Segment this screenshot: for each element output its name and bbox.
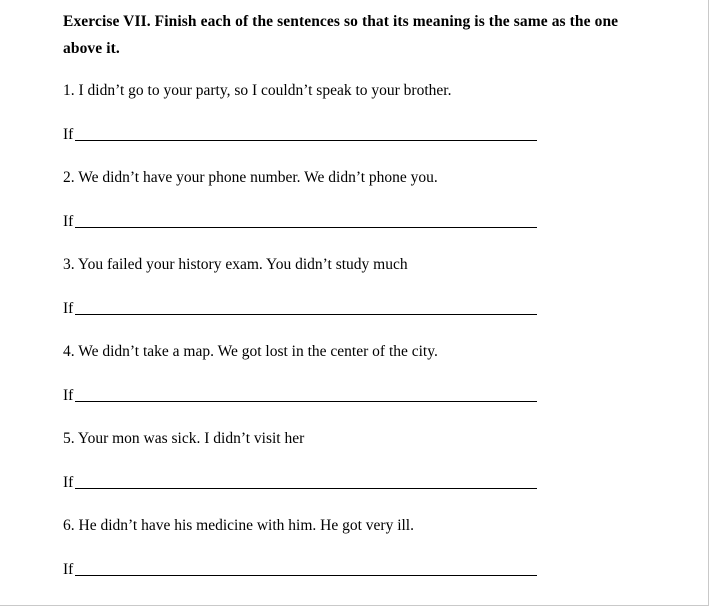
question-5: 5. Your mon was sick. I didn’t visit her [63,430,305,447]
answer-blank-2[interactable] [75,227,537,228]
answer-prompt-1: If [63,126,74,143]
answer-blank-3[interactable] [75,314,537,315]
answer-row-5 [63,473,543,493]
question-4: 4. We didn’t take a map. We got lost in the center of the city. [63,343,438,360]
question-2: 2. We didn’t have your phone number. We didn’t phone you. [63,169,438,186]
answer-blank-5[interactable] [75,488,537,489]
answer-prompt-3: If [63,300,74,317]
answer-blank-4[interactable] [75,401,537,402]
answer-prompt-6: If [63,561,74,578]
answer-blank-1[interactable] [75,140,537,141]
answer-prompt-5: If [63,474,74,491]
answer-prompt-2: If [63,213,74,230]
question-6: 6. He didn’t have his medicine with him. He got very ill. [63,517,414,534]
exercise-title: Exercise VII. Finish each of the sentences so that its meaning is the same as the one above it. [63,13,619,57]
question-3: 3. You failed your history exam. You didn’t study much [63,256,408,273]
question-1: 1. I didn’t go to your party, so I couldn’t speak to your brother. [63,82,452,99]
answer-row-6 [63,560,543,580]
answer-row-1 [63,125,543,145]
answer-row-4 [63,386,543,406]
answer-row-3 [63,299,543,319]
answer-row-2 [63,212,543,232]
answer-blank-6[interactable] [75,575,537,576]
answer-prompt-4: If [63,387,74,404]
